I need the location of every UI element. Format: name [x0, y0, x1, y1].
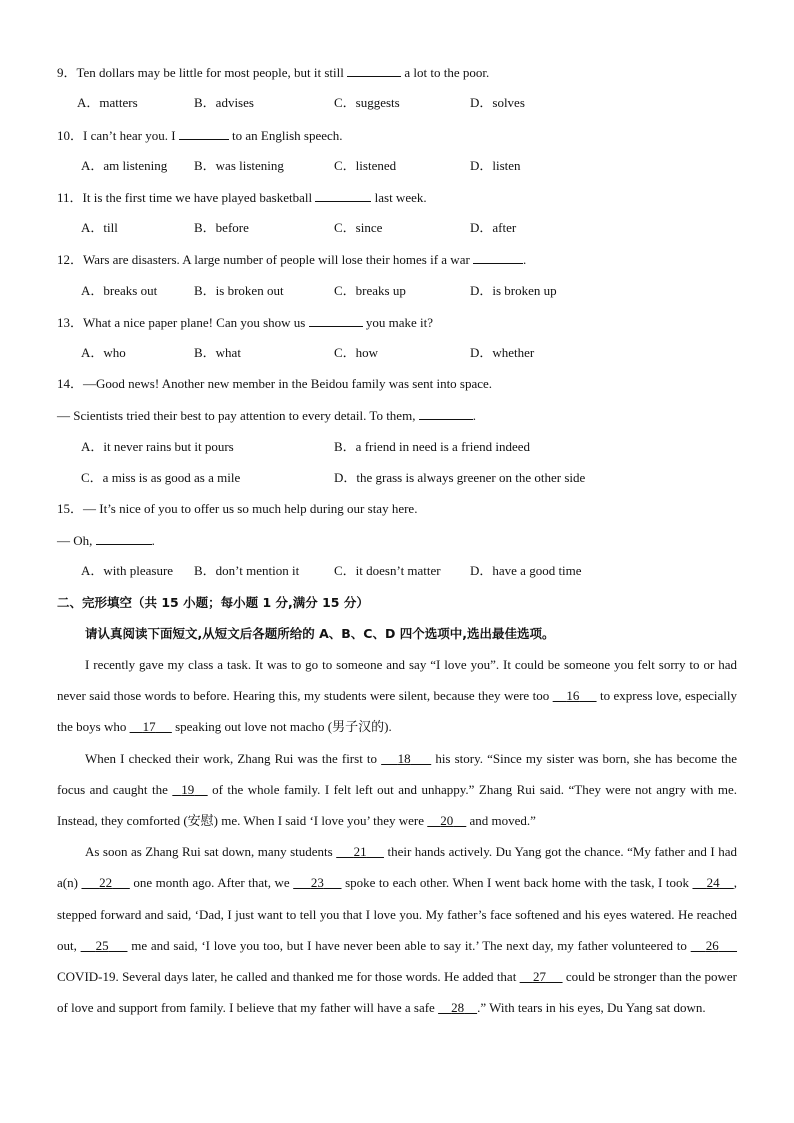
blank-number: 24	[706, 875, 720, 891]
option-d: D．have a good time	[470, 563, 582, 578]
cloze-passage	[57, 649, 737, 1023]
answer-blank	[179, 126, 229, 140]
question-14-line2	[57, 406, 476, 425]
question-stem-end: you make it?	[362, 315, 434, 330]
passage-text: and moved.”	[466, 813, 536, 829]
question-stem: 10．I can’t hear you. I	[57, 128, 179, 143]
option-a: A．it never rains but it pours	[81, 439, 234, 454]
passage-text: his story. “Since my sister was born, she has become the focus and caught the	[57, 750, 738, 797]
question-stem-end: to an English speech.	[228, 128, 343, 143]
passage-paragraph-2	[57, 743, 737, 837]
blank-number: 18	[397, 750, 411, 766]
answer-blank	[419, 406, 473, 420]
section-heading: 二、完形填空（共 15 小题；每小题 1 分,满分 15 分）	[57, 595, 369, 610]
passage-text: When I checked their work, Zhang Rui was the first to	[85, 750, 382, 766]
option-b: B．what	[194, 345, 241, 360]
question-stem: 11．It is the first time we have played basketball	[57, 190, 316, 205]
option-d: D．whether	[470, 345, 535, 360]
option-b: B．before	[194, 220, 249, 235]
answer-blank	[315, 188, 371, 202]
question-stem: — Scientists tried their best to pay attention to every detail. To them,	[57, 408, 419, 423]
passage-text: speaking out love not macho (男子汉的).	[171, 719, 392, 735]
blank-number: 19	[181, 781, 195, 797]
question-stem: 13．What a nice paper plane! Can you show us	[57, 315, 309, 330]
answer-blank	[347, 63, 401, 77]
question-15-line1: 15．— It’s nice of you to offer us so much help during our stay here.	[57, 501, 418, 516]
question-stem: 9．Ten dollars may be little for most people, but it still	[57, 65, 348, 80]
question-15-line2	[57, 531, 155, 550]
answer-blank	[473, 250, 523, 264]
answer-blank	[309, 313, 363, 327]
question-14-line1: 14．—Good news! Another new member in the Beidou family was sent into space.	[57, 376, 493, 391]
option-c: C．how	[334, 345, 379, 360]
passage-text: one month ago. After that, we	[129, 875, 294, 891]
passage-text: , stepped forward and said, ‘Dad, I just want to tell you that I love you. My father’s face softened and his eyes watered. He reached out,	[57, 875, 738, 953]
option-b: B．don’t mention it	[194, 563, 300, 578]
passage-text: me and said, ‘I love you too, but I have never been able to say it.’ The next day, my father volunteered to	[127, 937, 691, 953]
passage-text: their hands actively. Du Yang got the chance. “My father and I had a(n)	[57, 844, 737, 891]
question-10	[57, 126, 343, 145]
question-13	[57, 313, 433, 332]
option-d: D．is broken up	[470, 283, 557, 298]
question-stem-end: .	[523, 252, 527, 267]
section-instruction: 请认真阅读下面短文,从短文后各题所给的 A、B、C、D 四个选项中,选出最佳选项。	[85, 626, 555, 641]
question-stem-end: last week.	[371, 190, 427, 205]
question-stem-end: .	[151, 533, 155, 548]
blank-number: 22	[99, 875, 113, 891]
option-c: C．it doesn’t matter	[334, 563, 441, 578]
blank-number: 23	[310, 875, 324, 891]
option-c: C．listened	[334, 158, 397, 173]
passage-text: of the whole family. I felt left out and unhappy.” Zhang Rui said. “They were not angry with me. Instead, they comforted (安慰) me. When I said ‘I love you’ they were	[57, 781, 738, 829]
option-a: A．who	[81, 345, 126, 360]
passage-paragraph-3	[57, 836, 737, 1023]
question-12	[57, 250, 526, 269]
option-b: B．advises	[194, 95, 254, 110]
blank-number: 26	[705, 937, 719, 953]
blank-number: 21	[353, 844, 367, 860]
passage-text: .” With tears in his eyes, Du Yang sat down.	[477, 1000, 706, 1016]
question-stem-end: a lot to the poor.	[401, 65, 490, 80]
option-a: A．am listening	[81, 158, 168, 173]
option-d: D．the grass is always greener on the other side	[334, 470, 586, 485]
option-d: D．after	[470, 220, 517, 235]
question-stem-end: .	[472, 408, 476, 423]
option-c: C．a miss is as good as a mile	[81, 470, 241, 485]
passage-text: COVID-19. Several days later, he called and thanked me for those words. He added that	[57, 969, 520, 985]
option-c: C．breaks up	[334, 283, 406, 298]
option-b: B．was listening	[194, 158, 284, 173]
passage-paragraph-1	[57, 649, 737, 743]
option-a: A．breaks out	[81, 283, 158, 298]
option-d: D．listen	[470, 158, 521, 173]
option-c: C．since	[334, 220, 383, 235]
answer-blank	[96, 531, 152, 545]
option-d: D．solves	[470, 95, 525, 110]
blank-number: 16	[566, 688, 580, 704]
option-b: B．a friend in need is a friend indeed	[334, 439, 531, 454]
passage-text: As soon as Zhang Rui sat down, many students	[85, 844, 337, 860]
passage-text: to express love, especially the boys who	[57, 688, 737, 735]
passage-text: spoke to each other. When I went back home with the task, I took	[341, 875, 693, 891]
question-stem: — Oh,	[57, 533, 96, 548]
question-11	[57, 188, 427, 207]
question-stem: 12．Wars are disasters. A large number of people will lose their homes if a war	[57, 252, 474, 267]
option-b: B．is broken out	[194, 283, 284, 298]
option-c: C．suggests	[334, 95, 400, 110]
option-a: A．with pleasure	[81, 563, 174, 578]
option-a: A．till	[81, 220, 118, 235]
blank-number: 25	[95, 937, 109, 953]
option-a: A．matters	[77, 95, 138, 110]
passage-text: could be stronger than the power of love and support from family. I believe that my father will have a safe	[57, 969, 737, 1016]
passage-text: I recently gave my class a task. It was to go to someone and say “I love you”. It could be someone you felt sorry to or had never said those words to before. Hearing this, my students were silent, because they were too	[57, 657, 737, 704]
blank-number: 20	[440, 813, 454, 829]
blank-number: 27	[532, 969, 546, 985]
blank-number: 17	[142, 719, 156, 735]
blank-number: 28	[451, 1000, 465, 1016]
question-9	[57, 63, 489, 82]
